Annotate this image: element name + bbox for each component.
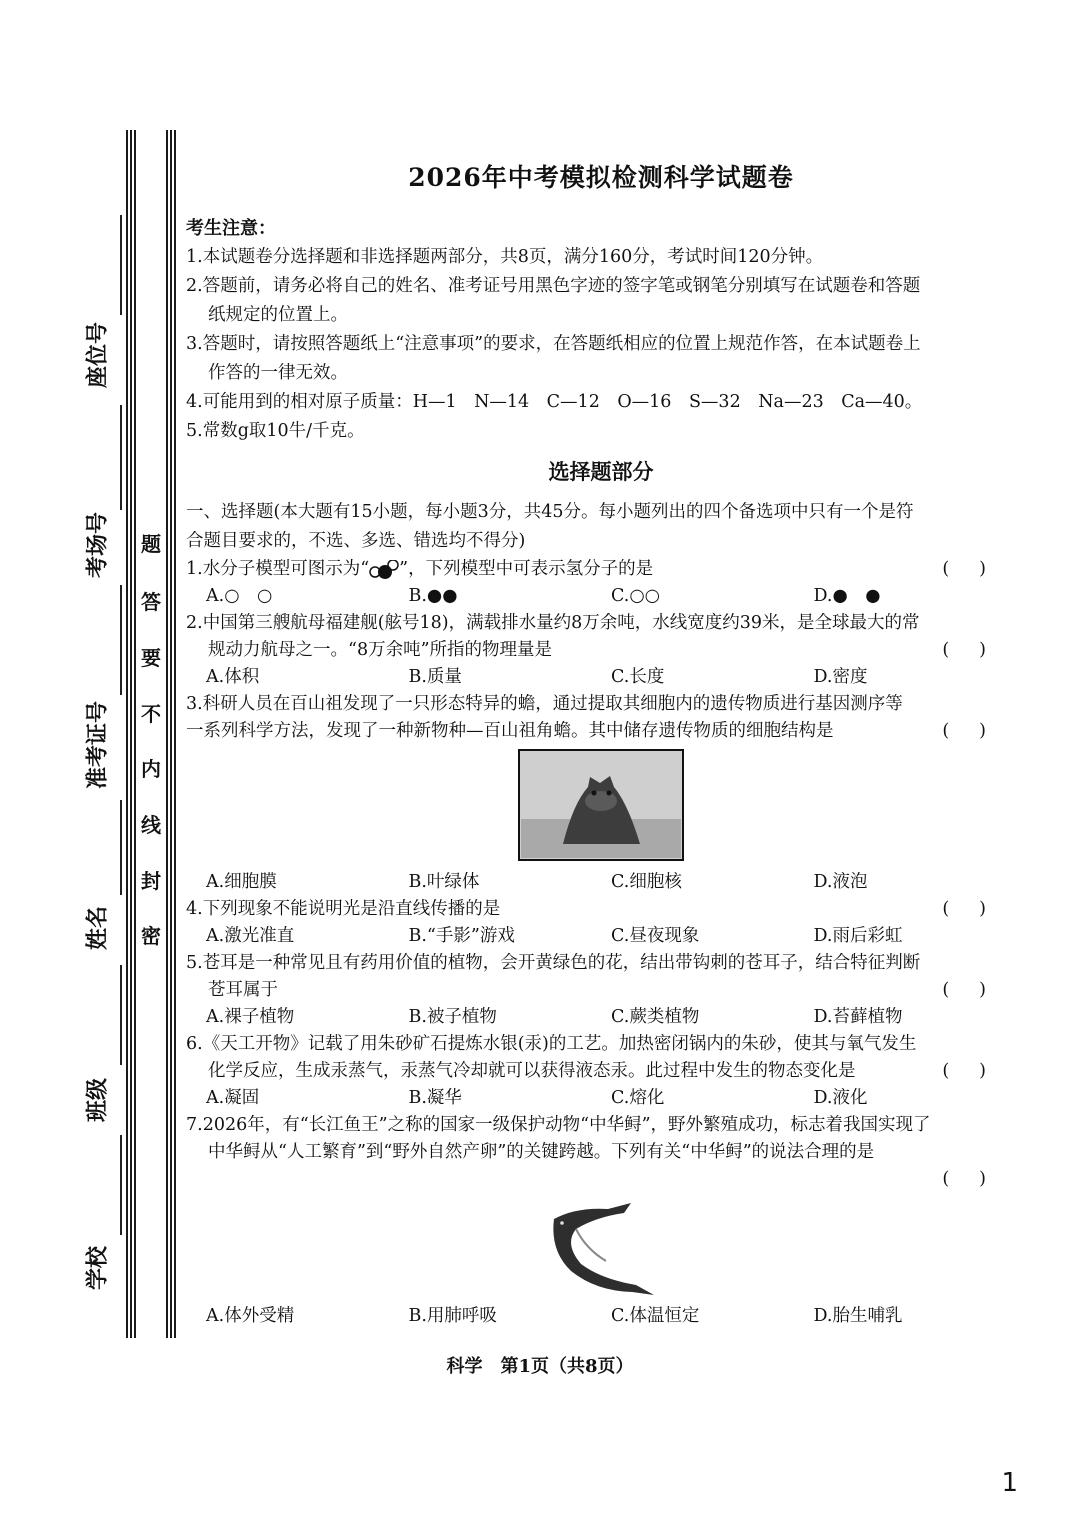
option-d: D.密度 (813, 667, 868, 687)
admission-fill-line (120, 585, 122, 695)
option-c: C.○○ (611, 586, 660, 606)
question-2 (186, 610, 1016, 664)
option-a: A.体积 (206, 667, 260, 687)
warning-char: 封 (141, 869, 161, 893)
question-text: 规动力航母之一。“8万余吨”所指的物理量是 (208, 640, 553, 660)
option-c: C.昼夜现象 (611, 926, 700, 946)
answer-paren: () (942, 899, 1016, 919)
question-3 (186, 691, 1016, 745)
option-b: B.被子植物 (408, 1007, 497, 1027)
question-text: 苍耳属于 (208, 980, 278, 1000)
question-5 (186, 950, 1016, 1004)
question-1 (186, 556, 1016, 583)
notice-item: 作答的一律无效。 (208, 363, 348, 383)
option-d: D.液化 (813, 1088, 868, 1108)
option-c: C.体温恒定 (611, 1306, 700, 1326)
notice-item: 5.常数g取10牛/千克。 (186, 421, 365, 441)
seat-label: 座位号 (84, 321, 111, 389)
question-text: 4.下列现象不能说明光是沿直线传播的是 (186, 899, 501, 919)
notice-item: 2.答题前，请务必将自己的姓名、准考证号用黑色字迹的签字笔或钢笔分别填写在试题卷和答题 (186, 276, 921, 296)
warning-char: 不 (141, 702, 161, 726)
question-6 (186, 1031, 1016, 1085)
part-intro: 合题目要求的，不选、多选、错选均不得分) (186, 531, 526, 551)
option-a: A.细胞膜 (206, 872, 277, 892)
seat-fill-line (120, 215, 122, 315)
question-text: 2.中国第三艘航母福建舰(舷号18)，满载排水量约8万余吨，水线宽度约39米，是全球最大的常 (186, 613, 920, 633)
option-a: A.激光准直 (206, 926, 295, 946)
answer-paren: () (942, 1061, 1016, 1081)
option-d: D.苔藓植物 (813, 1007, 903, 1027)
notice-item: 4.可能用到的相对原子质量：H—1 N—14 C—12 O—16 S—32 Na—23 Ca—40。 (186, 392, 923, 412)
warning-char: 线 (141, 813, 161, 837)
school-label: 学校 (84, 1245, 111, 1291)
warning-char: 内 (141, 757, 161, 781)
question-text: 1.水分子模型可图示为“ (186, 559, 370, 579)
page-number: 1 (1001, 1468, 1018, 1498)
school-fill-line (120, 1135, 122, 1235)
name-fill-line (120, 800, 122, 895)
option-d: D.雨后彩虹 (813, 926, 903, 946)
question-4 (186, 896, 1016, 923)
warning-char: 密 (141, 924, 161, 948)
notice-item: 1.本试题卷分选择题和非选择题两部分，共8页，满分160分，考试时间120分钟。 (186, 247, 824, 267)
option-b: B.凝华 (408, 1088, 462, 1108)
warning-char: 要 (141, 646, 161, 670)
answer-paren: () (942, 640, 1016, 660)
part-intro: 一、选择题(本大题有15小题，每小题3分，共45分。每小题列出的四个备选项中只有一个是符 (186, 502, 914, 522)
question-text: 中华鲟从“人工繁育”到“野外自然产卵”的关键跨越。下列有关“中华鲟”的说法合理的是 (208, 1142, 875, 1162)
option-a: A.体外受精 (206, 1306, 295, 1326)
warning-char: 答 (141, 590, 161, 614)
options-7 (206, 1303, 1016, 1330)
options-2 (206, 664, 1016, 691)
question-text: 3.科研人员在百山祖发现了一只形态特异的蟾，通过提取其细胞内的遗传物质进行基因测序等 (186, 694, 903, 714)
question-text: 一系列科学方法，发现了一种新物种—百山祖角蟾。其中储存遗传物质的细胞结构是 (186, 721, 834, 741)
page-title: 2026年中考模拟检测科学试题卷 (408, 163, 794, 192)
option-c: C.蕨类植物 (611, 1007, 700, 1027)
answer-paren: () (942, 559, 1016, 579)
class-label: 班级 (84, 1077, 111, 1123)
exam-room-label: 考场号 (84, 511, 111, 579)
name-label: 姓名 (84, 905, 111, 951)
answer-paren: () (942, 980, 1016, 1000)
warning-char: 题 (141, 532, 161, 556)
options-1 (206, 583, 1016, 610)
section-title: 选择题部分 (548, 459, 654, 484)
exam-content (186, 150, 1016, 1330)
notice-item: 3.答题时，请按照答题纸上“注意事项”的要求，在答题纸相应的位置上规范作答，在本试题卷上 (186, 334, 921, 354)
water-molecule-icon (369, 560, 399, 580)
option-a: A.裸子植物 (206, 1007, 295, 1027)
option-a: A.○ ○ (206, 586, 273, 606)
option-c: C.细胞核 (611, 872, 682, 892)
option-b: B.●● (408, 586, 458, 606)
options-3 (206, 869, 1016, 896)
option-b: B.“手影”游戏 (408, 926, 515, 946)
options-5 (206, 1004, 1016, 1031)
question-text: 5.苍耳是一种常见且有药用价值的植物，会开黄绿色的花，结出带钩刺的苍耳子，结合特征判断 (186, 953, 921, 973)
class-fill-line (120, 965, 122, 1065)
option-b: B.叶绿体 (408, 872, 480, 892)
question-text: 化学反应，生成汞蒸气，汞蒸气冷却就可以获得液态汞。此过程中发生的物态变化是 (208, 1061, 856, 1081)
question-text: 6.《天工开物》记载了用朱砂矿石提炼水银(汞)的工艺。加热密闭锅内的朱砂，使其与氧气发生 (186, 1034, 917, 1054)
option-b: B.用肺呼吸 (408, 1306, 497, 1326)
option-d: D.胎生哺乳 (813, 1306, 903, 1326)
option-c: C.长度 (611, 667, 665, 687)
option-b: B.质量 (408, 667, 462, 687)
options-6 (206, 1085, 1016, 1112)
answer-paren: () (942, 721, 1016, 741)
option-a: A.凝固 (206, 1088, 260, 1108)
option-d: D.● ● (813, 586, 881, 606)
option-d: D.液泡 (813, 872, 868, 892)
admission-number-label: 准考证号 (84, 700, 111, 790)
question-text: ”，下列模型中可表示氢分子的是 (399, 559, 654, 579)
notice-item: 纸规定的位置上。 (208, 305, 348, 325)
binding-margin-hatch (126, 130, 176, 1338)
notice-heading: 考生注意： (186, 218, 276, 239)
option-c: C.熔化 (611, 1088, 665, 1108)
question-text: 7.2026年，有“长江鱼王”之称的国家一级保护动物“中华鲟”，野外繁殖成功，标志着我国实现了 (186, 1115, 931, 1135)
page-footer: 科学 第1页（共8页） (446, 1356, 634, 1377)
sturgeon-illustration (536, 1199, 666, 1299)
options-4 (206, 923, 1016, 950)
question-7 (186, 1112, 1016, 1193)
exam-room-fill-line (120, 405, 122, 510)
toad-photo (518, 749, 684, 861)
answer-paren: () (942, 1169, 1016, 1189)
